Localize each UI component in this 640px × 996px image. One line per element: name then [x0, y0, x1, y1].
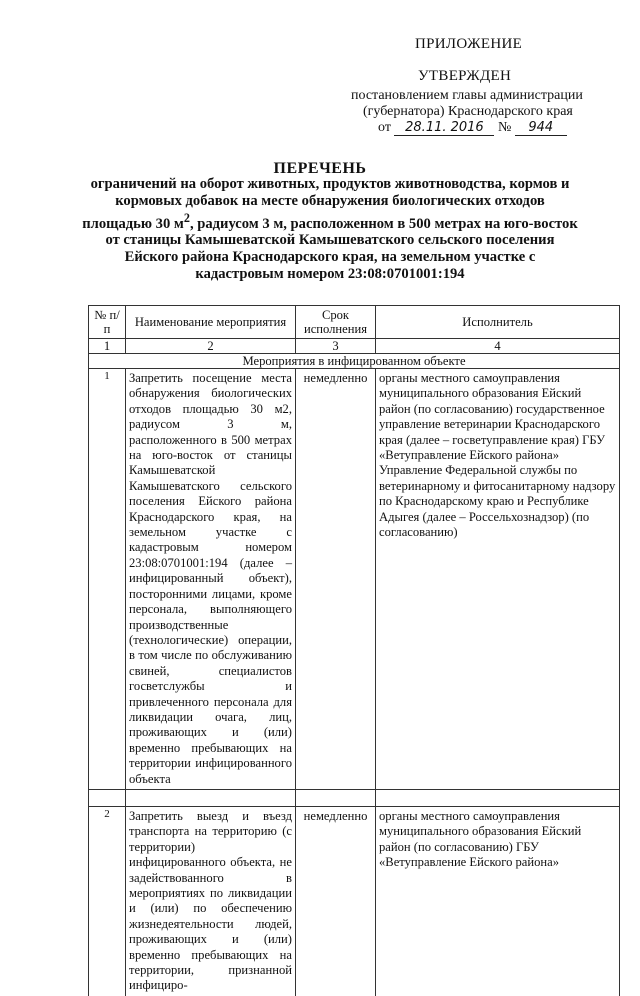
row-spacer	[89, 789, 620, 806]
table-row	[89, 806, 620, 995]
row-measure: Запретить выезд и въезд транспорта на территорию (с территории) инфицированного объекта, не задействованного в мероприятиях по ликвидации и (или) по обеспечению жизнедеятельности людей, проживающих и (или) временно пребывающих на территории, признанной инфициро-	[126, 806, 296, 995]
row-term: немедленно	[296, 369, 376, 790]
row-measure: Запретить посещение места обнаружения биологических отходов площадью 30 м2, радиусом 3 м, расположенного в 500 метрах на юго-восток от станицы Камышеватской Камышеватского сельского поселения Ейского района Краснодарского края, на земельном участке с кадастровым номером 23:08:0701001:194 (далее – инфицированный объект), посторонними лицами, кроме персонала, выполняющего производственные (технологические) операции, в том числе по обслуживанию свиней, специалистов госветслужбы и привлеченного персонала для ликвидации очага, лиц, проживающих и (или) временно пребывающих на территории инфицированного объекта	[126, 369, 296, 790]
decree-line-2: (губернатора) Краснодарского края	[363, 104, 573, 119]
column-number-4: 4	[376, 339, 620, 354]
table-header-row	[89, 306, 620, 339]
measures-table	[88, 305, 620, 996]
column-number-1: 1	[89, 339, 126, 354]
subtitle-part-2: , радиусом 3 м, расположенном в 500 метрах на юго-восток от станицы Камышеватской Камышеватского сельского поселения Ейского района Краснодарского края, на земельном участке с кадастровым номером 23:08:0701001:194	[105, 215, 578, 282]
column-number-3: 3	[296, 339, 376, 354]
row-number: 2	[89, 806, 126, 995]
document-subtitle	[80, 176, 580, 283]
handwritten-number: 944	[515, 120, 567, 136]
column-number-2: 2	[126, 339, 296, 354]
decree-date-number-line	[378, 120, 567, 136]
from-label: от	[378, 120, 391, 135]
subtitle-superscript: 2	[183, 210, 190, 225]
section-row	[89, 354, 620, 369]
row-executor: органы местного самоуправления муниципального образования Ейский район (по согласованию) ГБУ «Ветуправление Ейского района»	[376, 806, 620, 995]
document-title: ПЕРЕЧЕНЬ	[273, 160, 367, 177]
row-executor: органы местного самоуправления муниципального образования Ейский район (по согласованию) государственное управление ветеринарии Краснодарского края (далее – госветуправление края) ГБУ «Ветуправление Ейского района» Управление Федеральной службы по ветеринарному и фитосанитарному надзору по Краснодарскому краю и Республике Адыгея (далее – Россельхознадзор) (по согласованию)	[376, 369, 620, 790]
header-term: Срок исполнения	[296, 306, 376, 339]
section-heading: Мероприятия в инфицированном объекте	[89, 354, 620, 369]
approved-label: УТВЕРЖДЕН	[418, 68, 512, 84]
column-numbers-row	[89, 339, 620, 354]
table-row	[89, 369, 620, 790]
row-term: немедленно	[296, 806, 376, 995]
decree-line-1: постановлением главы администрации	[351, 88, 583, 103]
header-executor: Исполнитель	[376, 306, 620, 339]
appendix-label: ПРИЛОЖЕНИЕ	[415, 36, 523, 52]
subtitle-part-1: ограничений на оборот животных, продуктов животноводства, кормов и кормовых добавок на месте обнаружения биологических отходов площадью 30 м	[82, 176, 570, 232]
header-measure: Наименование мероприятия	[126, 306, 296, 339]
handwritten-date: 28.11. 2016	[394, 120, 494, 136]
number-label: №	[497, 120, 512, 135]
row-number: 1	[89, 369, 126, 790]
header-number: № п/п	[89, 306, 126, 339]
